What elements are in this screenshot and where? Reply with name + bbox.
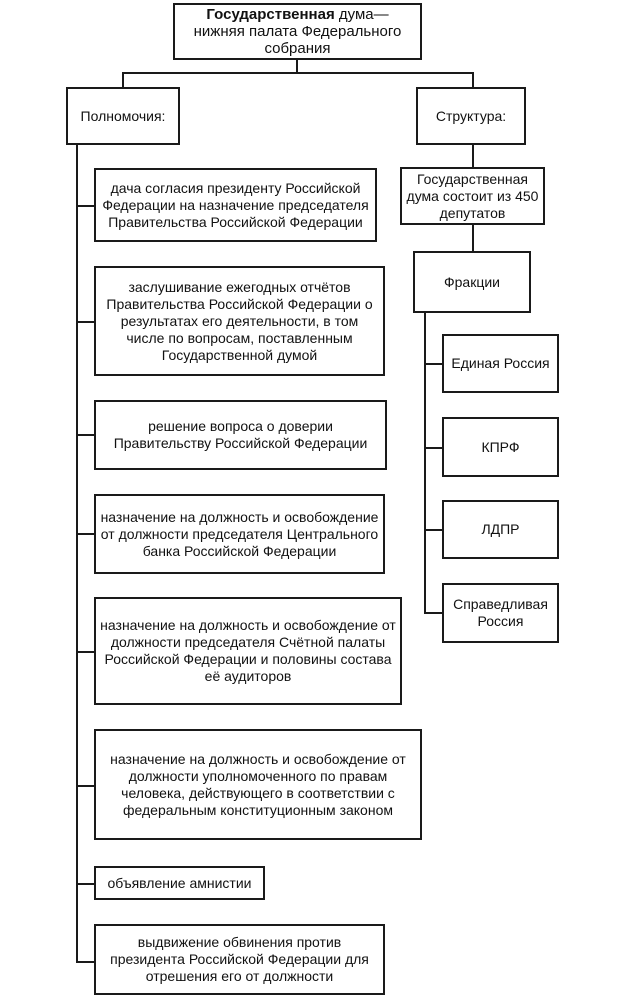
title-rest: дума— (334, 6, 389, 23)
power-item-text: назначение на должность и освобождение от должности председателя Центрального банка Российской Федерации (100, 508, 379, 559)
structure-to-composition-line (472, 144, 474, 168)
faction-name: Единая Россия (451, 355, 550, 371)
power-item (94, 729, 422, 840)
connector-top-horizontal (122, 72, 474, 74)
power-item (94, 400, 387, 470)
powers-branch-line (76, 434, 96, 436)
factions-branch-line (424, 612, 444, 614)
power-item-text: решение вопроса о доверии Правительству Российской Федерации (113, 418, 368, 451)
title-line1 (194, 6, 402, 23)
factions-box (413, 251, 531, 313)
connector-to-structure (472, 72, 474, 88)
power-item-text: выдвижение обвинения против президента Российской Федерации для отрешения его от должности (110, 934, 369, 984)
powers-branch-line (76, 651, 96, 653)
title-bold: Государственная (206, 6, 335, 23)
title-line2: нижняя палата Федерального (193, 23, 402, 40)
factions-branch-line (424, 529, 444, 531)
structure-header (416, 87, 526, 145)
power-item-text: назначение на должность и освобождение от должности уполномоченного по правам человека, действующего в соответствии с федеральным конституционным законом (110, 750, 406, 818)
powers-branch-line (76, 533, 96, 535)
power-item (94, 168, 377, 242)
powers-branch-line (76, 961, 96, 963)
power-item (94, 494, 385, 574)
faction-item (442, 417, 559, 477)
powers-header (66, 87, 180, 145)
connector-to-powers (122, 72, 124, 88)
faction-item (442, 583, 559, 643)
title-line3: собрания (264, 40, 331, 57)
power-item (94, 597, 402, 705)
power-item (94, 866, 265, 900)
power-item (94, 266, 385, 376)
faction-name: КПРФ (481, 438, 520, 455)
faction-item (442, 334, 559, 393)
powers-branch-line (76, 205, 96, 207)
powers-branch-line (76, 883, 96, 885)
structure-header-label: Структура: (435, 107, 507, 124)
faction-name: Справедливая Россия (453, 596, 548, 629)
powers-branch-line (76, 785, 96, 787)
title-box (173, 3, 422, 60)
power-item-text: назначение на должность и освобождение от должности председателя Счётной палаты Российской Федерации и половины состава её аудиторов (100, 617, 396, 684)
factions-branch-line (424, 363, 444, 365)
powers-branch-line (76, 321, 96, 323)
composition-to-factions-line (472, 224, 474, 252)
power-item-text: дача согласия президенту Российской Федерации на назначение председателя Правительства Российской Федерации (102, 179, 369, 230)
powers-trunk-line (76, 144, 78, 963)
faction-item (442, 500, 559, 559)
powers-header-label: Полномочия: (80, 107, 166, 124)
power-item-text: заслушивание ежегодных отчётов Правительства Российской Федерации о результатах его деятельности, в том числе по вопросам, поставленным Государственной думой (106, 278, 373, 363)
power-item (94, 924, 385, 995)
composition-text: Государственная дума состоит из 450 депутатов (406, 170, 539, 221)
faction-name: ЛДПР (481, 521, 520, 537)
factions-branch-line (424, 447, 444, 449)
connector-title-down (296, 58, 298, 73)
factions-label: Фракции (444, 273, 500, 290)
composition-box (400, 167, 545, 225)
power-item-text: объявление амнистии (107, 874, 252, 891)
factions-trunk-line (424, 312, 426, 613)
